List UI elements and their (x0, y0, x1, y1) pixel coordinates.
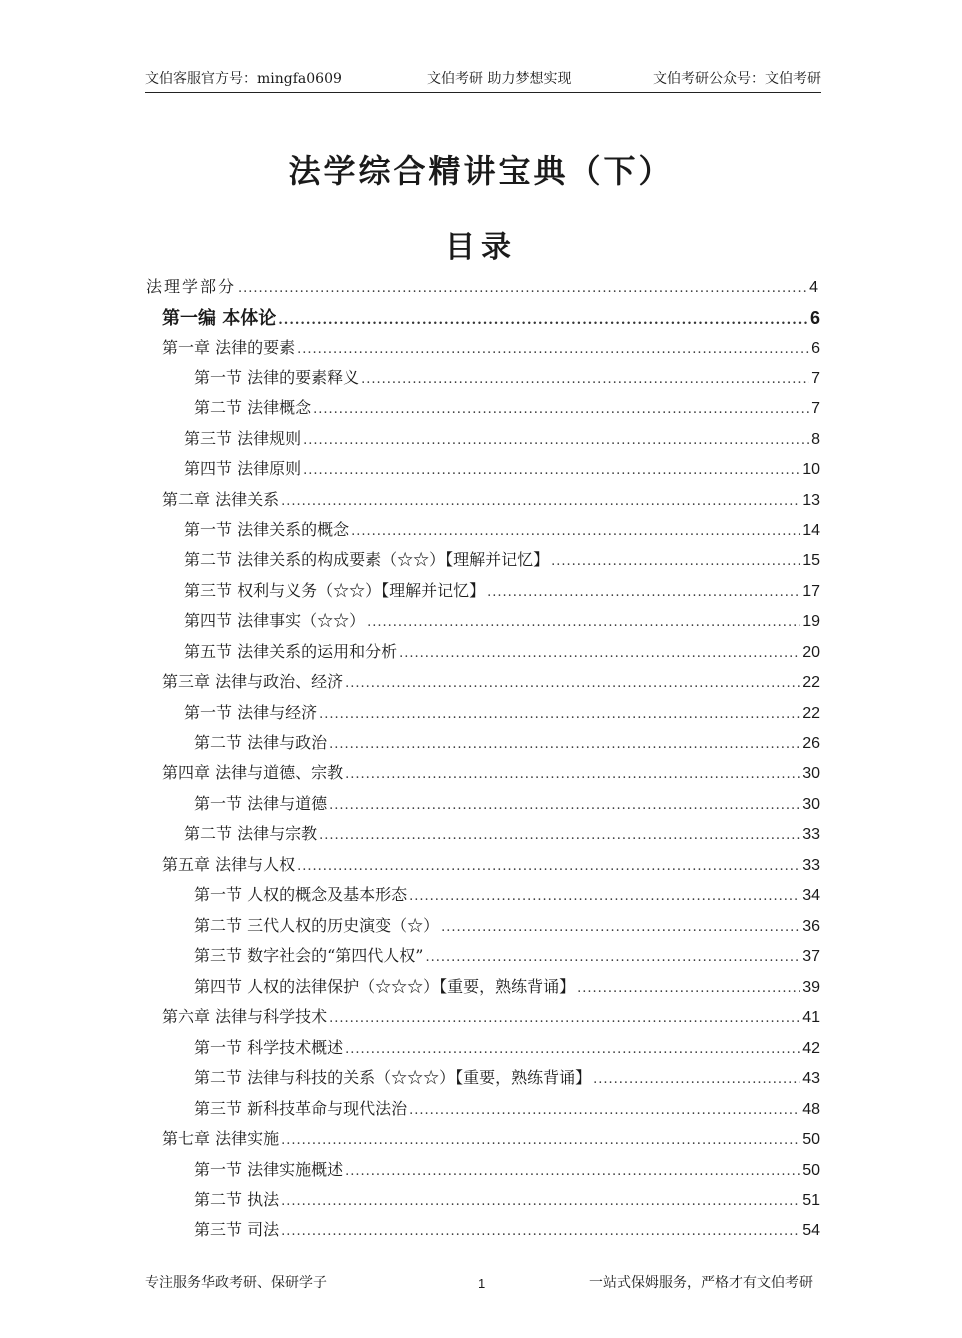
toc-leader-dots (303, 463, 800, 478)
toc-entry-page: 42 (802, 1040, 820, 1057)
toc-leader-dots (281, 1133, 800, 1148)
toc-entry-label: 第一节 科学技术概述 (194, 1038, 344, 1057)
toc-entry[interactable] (162, 304, 820, 334)
header-left-text: 文伯客服官方号：mingfa0609 (145, 71, 342, 87)
toc-entry-page: 6 (811, 340, 820, 357)
toc-entry-page: 4 (809, 279, 820, 296)
toc-entry-label: 第六章 法律与科学技术 (162, 1007, 328, 1026)
toc-leader-dots (577, 981, 800, 996)
toc-leader-dots (329, 1011, 800, 1026)
toc-entry-page: 17 (802, 583, 820, 600)
toc-entry-page: 48 (802, 1101, 820, 1118)
toc-entry-page: 37 (802, 948, 820, 965)
toc-leader-dots (313, 402, 809, 417)
toc-entry[interactable] (184, 547, 820, 577)
toc-leader-dots (281, 1224, 800, 1239)
toc-entry[interactable] (184, 456, 820, 486)
toc-leader-dots (281, 494, 800, 509)
toc-entry[interactable] (184, 821, 820, 851)
toc-leader-dots (329, 798, 800, 813)
toc-entry[interactable] (162, 487, 820, 517)
toc-entry-page: 15 (802, 552, 820, 569)
toc-entry-label: 第四节 人权的法律保护（☆☆☆）【重要，熟练背诵】 (194, 977, 576, 996)
toc-entry-page: 33 (802, 857, 820, 874)
toc-entry[interactable] (162, 760, 820, 790)
toc-leader-dots (297, 342, 809, 357)
toc-entry[interactable] (194, 1065, 820, 1095)
toc-entry[interactable] (194, 1035, 820, 1065)
toc-entry[interactable] (184, 517, 820, 547)
toc-entry-page: 22 (802, 705, 820, 722)
toc-leader-dots (361, 372, 809, 387)
page-number: 1 (478, 1276, 486, 1291)
toc-entry-page: 43 (802, 1070, 820, 1087)
toc-entry-label: 第二节 法律与政治 (194, 733, 328, 752)
toc-entry-page: 36 (802, 918, 820, 935)
toc-entry-label: 第五节 法律关系的运用和分析 (184, 642, 398, 661)
toc-entry[interactable] (194, 1217, 820, 1247)
toc-entry[interactable] (194, 730, 820, 760)
toc-leader-dots (297, 859, 800, 874)
toc-leader-dots (238, 281, 807, 296)
toc-entry-label: 第三节 权利与义务（☆☆）【理解并记忆】 (184, 581, 486, 600)
toc-entry-label: 第三节 法律规则 (184, 429, 302, 448)
toc-entry-page: 50 (802, 1162, 820, 1179)
toc-entry-page: 13 (802, 492, 820, 509)
toc-entry[interactable] (194, 791, 820, 821)
toc-entry[interactable] (194, 913, 820, 943)
toc-leader-dots (409, 1103, 800, 1118)
toc-leader-dots (303, 433, 809, 448)
toc-leader-dots (593, 1072, 800, 1087)
toc-entry-page: 41 (802, 1009, 820, 1026)
toc-entry-page: 39 (802, 979, 820, 996)
toc-entry-label: 第二节 法律与宗教 (184, 824, 318, 843)
toc-entry[interactable] (184, 700, 820, 730)
toc-leader-dots (487, 585, 800, 600)
toc-entry[interactable] (194, 1157, 820, 1187)
page-header (145, 66, 821, 93)
toc-entry-label: 法理学部分 (146, 277, 237, 296)
toc-entry-label: 第四节 法律事实（☆☆） (184, 611, 366, 630)
toc-heading: 目录 (445, 230, 517, 265)
toc-entry[interactable] (184, 608, 820, 638)
toc-entry-label: 第二章 法律关系 (162, 490, 280, 509)
toc-entry-label: 第二节 法律概念 (194, 398, 312, 417)
toc-entry-page: 22 (802, 674, 820, 691)
toc-entry-label: 第一章 法律的要素 (162, 338, 296, 357)
toc-entry-label: 第二节 法律关系的构成要素（☆☆）【理解并记忆】 (184, 550, 550, 569)
page-footer (145, 1270, 821, 1294)
footer-left-text: 专注服务华政考研、保研学子 (145, 1275, 327, 1291)
toc-entry-label: 第七章 法律实施 (162, 1129, 280, 1148)
footer-right-text: 一站式保姆服务，严格才有文伯考研 (589, 1275, 813, 1291)
toc-leader-dots (345, 1042, 800, 1057)
toc-entry-page: 14 (802, 522, 820, 539)
toc-leader-dots (319, 828, 800, 843)
toc-entry-label: 第三节 数字社会的“第四代人权” (194, 946, 424, 965)
toc-entry[interactable] (162, 669, 820, 699)
toc-leader-dots (278, 313, 808, 328)
toc-entry-label: 第一编 本体论 (162, 308, 277, 329)
toc-entry-page: 54 (802, 1222, 820, 1239)
toc-entry-page: 51 (802, 1192, 820, 1209)
toc-entry-page: 10 (802, 461, 820, 478)
toc-entry-label: 第四节 法律原则 (184, 459, 302, 478)
toc-leader-dots (345, 767, 800, 782)
toc-entry[interactable] (162, 1126, 820, 1156)
toc-leader-dots (345, 676, 800, 691)
toc-entry-page: 30 (802, 765, 820, 782)
toc-leader-dots (329, 737, 800, 752)
header-center-text: 文伯考研 助力梦想实现 (427, 71, 572, 87)
toc-leader-dots (409, 889, 800, 904)
header-right-text: 文伯考研公众号：文伯考研 (653, 71, 821, 87)
toc-entry-label: 第三节 新科技革命与现代法治 (194, 1099, 408, 1118)
toc-leader-dots (319, 707, 800, 722)
toc-entry-label: 第一节 法律关系的概念 (184, 520, 350, 539)
toc-entry[interactable] (194, 1187, 820, 1217)
toc-entry[interactable] (194, 974, 820, 1004)
toc-leader-dots (551, 554, 800, 569)
toc-entry-label: 第一节 法律的要素释义 (194, 368, 360, 387)
toc-entry[interactable] (184, 639, 820, 669)
toc-entry-label: 第四章 法律与道德、宗教 (162, 763, 344, 782)
toc-entry-page: 19 (802, 613, 820, 630)
toc-leader-dots (425, 950, 800, 965)
document-title: 法学综合精讲宝典（下） (288, 152, 674, 190)
toc-entry-page: 50 (802, 1131, 820, 1148)
toc-entry-page: 33 (802, 826, 820, 843)
toc-entry-page: 26 (802, 735, 820, 752)
toc-entry-page: 20 (802, 644, 820, 661)
toc-entry[interactable] (162, 852, 820, 882)
toc-entry-label: 第一节 法律与经济 (184, 703, 318, 722)
toc-leader-dots (345, 1164, 800, 1179)
toc-leader-dots (441, 920, 800, 935)
toc-leader-dots (351, 524, 800, 539)
toc-entry-label: 第一节 人权的概念及基本形态 (194, 885, 408, 904)
toc-entry-label: 第二节 法律与科技的关系（☆☆☆）【重要，熟练背诵】 (194, 1068, 592, 1087)
toc-entry[interactable] (162, 335, 820, 365)
toc-entry-label: 第一节 法律实施概述 (194, 1160, 344, 1179)
toc-entry-label: 第一节 法律与道德 (194, 794, 328, 813)
toc-entry[interactable] (194, 365, 820, 395)
toc-entry[interactable] (184, 578, 820, 608)
toc-entry-page: 34 (802, 887, 820, 904)
toc-entry[interactable] (194, 1096, 820, 1126)
toc-entry[interactable] (184, 426, 820, 456)
toc-entry-label: 第二节 三代人权的历史演变（☆） (194, 916, 440, 935)
toc-entry[interactable] (194, 395, 820, 425)
toc-leader-dots (399, 646, 800, 661)
toc-entry[interactable] (146, 274, 820, 304)
toc-leader-dots (367, 615, 800, 630)
toc-entry-page: 6 (809, 308, 820, 328)
toc-entry[interactable] (194, 882, 820, 912)
toc-entry-page: 8 (811, 431, 820, 448)
toc-entry-label: 第二节 执法 (194, 1190, 280, 1209)
toc-entry-label: 第五章 法律与人权 (162, 855, 296, 874)
toc-entry-page: 7 (811, 400, 820, 417)
toc-entry[interactable] (162, 1004, 820, 1034)
toc-entry-label: 第三章 法律与政治、经济 (162, 672, 344, 691)
toc-entry-page: 30 (802, 796, 820, 813)
toc-leader-dots (281, 1194, 800, 1209)
toc-entry-label: 第三节 司法 (194, 1220, 280, 1239)
toc-entry[interactable] (194, 943, 820, 973)
toc-entry-page: 7 (811, 370, 820, 387)
